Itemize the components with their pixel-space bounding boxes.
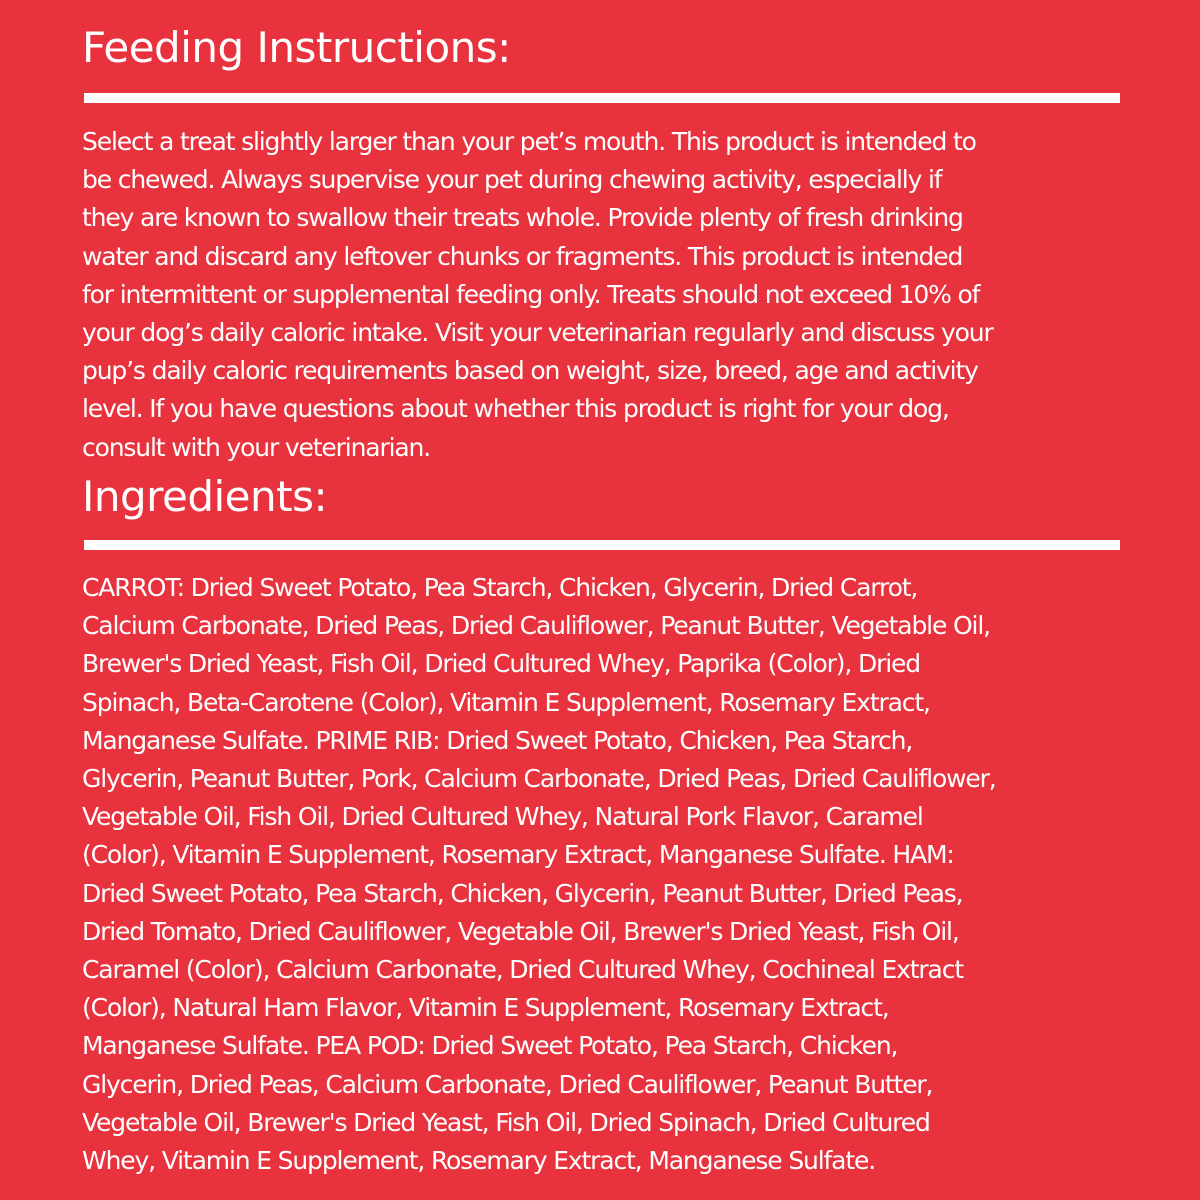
ingredients-line: Glycerin, Dried Peas, Calcium Carbonate, Dried Cauliflower, Peanut Butter,: [82, 1069, 933, 1099]
feeding-instructions-heading: Feeding Instructions:: [82, 23, 511, 72]
ingredients-text: [82, 569, 996, 1180]
ingredients-line: Vegetable Oil, Brewer's Dried Yeast, Fish Oil, Dried Spinach, Dried Cultured: [82, 1107, 930, 1137]
feeding-line: for intermittent or supplemental feeding only. Treats should not exceed 10% of: [82, 279, 980, 309]
ingredients-line: CARROT: Dried Sweet Potato, Pea Starch, Chicken, Glycerin, Dried Carrot,: [82, 573, 918, 602]
ingredients-line: Brewer's Dried Yeast, Fish Oil, Dried Cultured Whey, Paprika (Color), Dried: [82, 649, 920, 679]
feeding-line: water and discard any leftover chunks or fragments. This product is intended: [82, 241, 963, 271]
feeding-line: be chewed. Always supervise your pet during chewing activity, especially if: [82, 165, 942, 195]
ingredients-line: Dried Tomato, Dried Cauliflower, Vegetable Oil, Brewer's Dried Yeast, Fish Oil,: [82, 916, 959, 946]
ingredients-line: Manganese Sulfate. PEA POD: Dried Sweet Potato, Pea Starch, Chicken,: [82, 1031, 898, 1061]
feeding-instructions-text: [82, 123, 993, 467]
feeding-divider: [84, 93, 1120, 103]
ingredients-line: (Color), Vitamin E Supplement, Rosemary Extract, Manganese Sulfate. HAM:: [82, 840, 954, 870]
feeding-line: pup’s daily caloric requirements based on weight, size, breed, age and activity: [82, 356, 978, 386]
feeding-line: level. If you have questions about whether this product is right for your dog,: [82, 394, 949, 424]
ingredients-line: Whey, Vitamin E Supplement, Rosemary Extract, Manganese Sulfate.: [82, 1146, 876, 1176]
ingredients-divider: [84, 540, 1120, 550]
ingredients-line: Manganese Sulfate. PRIME RIB: Dried Sweet Potato, Chicken, Pea Starch,: [82, 725, 913, 755]
feeding-line: Select a treat slightly larger than your pet’s mouth. This product is intended to: [82, 127, 976, 156]
ingredients-line: Spinach, Beta-Carotene (Color), Vitamin E Supplement, Rosemary Extract,: [82, 687, 930, 717]
ingredients-line: Caramel (Color), Calcium Carbonate, Dried Cultured Whey, Cochineal Extract: [82, 955, 963, 985]
ingredients-line: Dried Sweet Potato, Pea Starch, Chicken, Glycerin, Peanut Butter, Dried Peas,: [82, 878, 963, 908]
ingredients-line: Calcium Carbonate, Dried Peas, Dried Cauliflower, Peanut Butter, Vegetable Oil,: [82, 611, 990, 641]
ingredients-line: Glycerin, Peanut Butter, Pork, Calcium Carbonate, Dried Peas, Dried Cauliflower,: [82, 764, 996, 794]
ingredients-line: Vegetable Oil, Fish Oil, Dried Cultured Whey, Natural Pork Flavor, Caramel: [82, 802, 923, 832]
ingredients-line: (Color), Natural Ham Flavor, Vitamin E Supplement, Rosemary Extract,: [82, 993, 889, 1023]
feeding-line: your dog’s daily caloric intake. Visit your veterinarian regularly and discuss your: [82, 318, 993, 348]
feeding-line: they are known to swallow their treats whole. Provide plenty of fresh drinking: [82, 203, 963, 233]
ingredients-heading: Ingredients:: [82, 472, 328, 521]
feeding-line: consult with your veterinarian.: [82, 432, 431, 462]
